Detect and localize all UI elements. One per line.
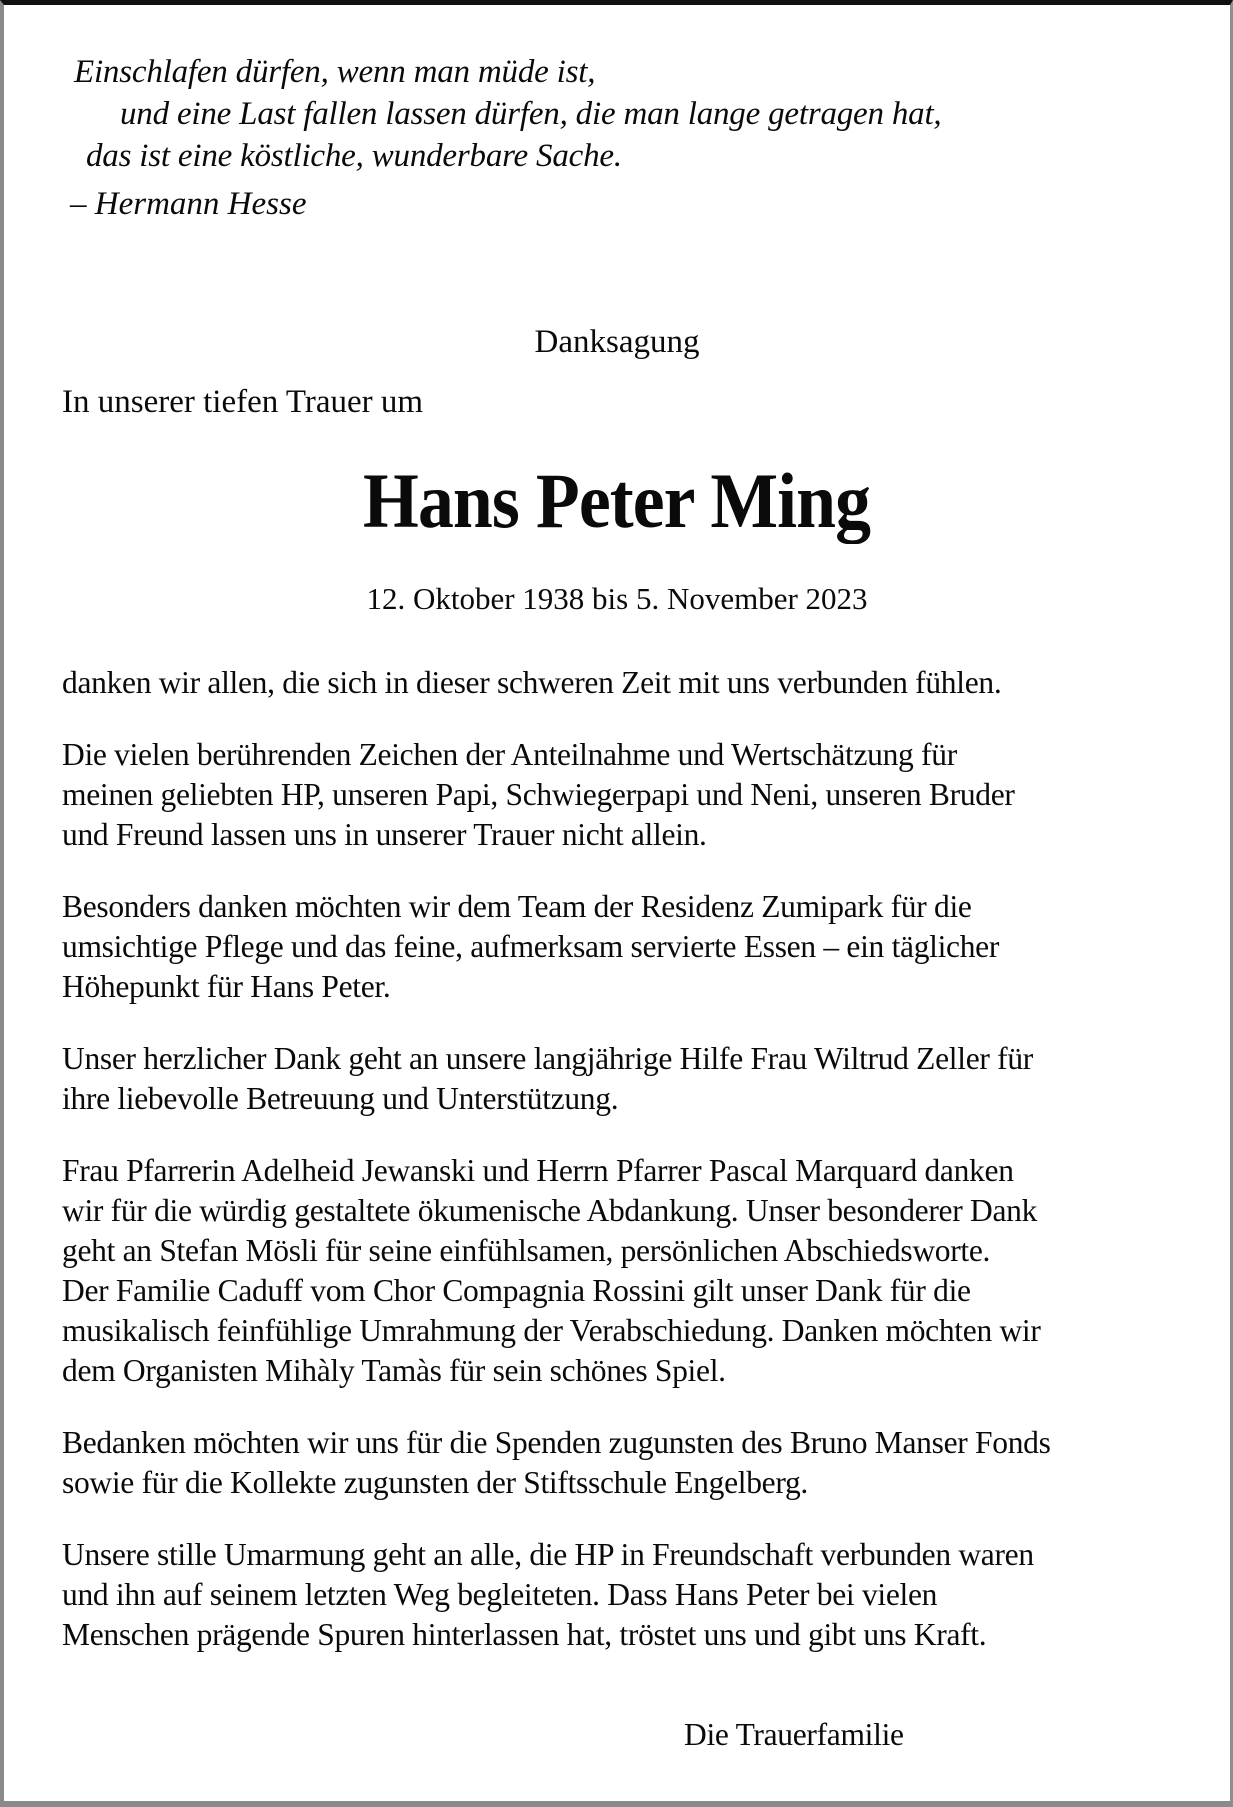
paragraph-line: und ihn auf seinem letzten Weg begleiteten. Dass Hans Peter bei vielen <box>62 1577 938 1612</box>
paragraph-line: umsichtige Pflege und das feine, aufmerksam servierte Essen – ein täglicher <box>62 929 1000 964</box>
paragraph-line: Unser herzlicher Dank geht an unsere langjährige Hilfe Frau Wiltrud Zeller für <box>62 1041 1033 1076</box>
paragraph <box>62 1535 1172 1655</box>
paragraph-line: Höhepunkt für Hans Peter. <box>62 969 391 1004</box>
paragraph-line: Besonders danken möchten wir dem Team der Residenz Zumipark für die <box>62 889 972 924</box>
signature-trauerfamilie: Die Trauerfamilie <box>684 1717 904 1752</box>
paragraph-line: Frau Pfarrerin Adelheid Jewanski und Herrn Pfarrer Pascal Marquard danken <box>62 1153 1014 1188</box>
quote-block <box>62 51 1172 177</box>
paragraph-line: Bedanken möchten wir uns für die Spenden zugunsten des Bruno Manser Fonds <box>62 1425 1051 1460</box>
paragraph-line: ihre liebevolle Betreuung und Unterstützung. <box>62 1081 619 1116</box>
danksagung-heading: Danksagung <box>534 324 700 360</box>
deceased-name-text: Hans Peter Ming <box>363 457 871 544</box>
paragraph-line: Menschen prägende Spuren hinterlassen hat, tröstet uns und gibt uns Kraft. <box>62 1617 987 1652</box>
paragraph <box>62 663 1172 703</box>
quote-attribution: – Hermann Hesse <box>70 186 307 222</box>
paragraph-line: Unsere stille Umarmung geht an alle, die HP in Freundschaft verbunden waren <box>62 1537 1034 1572</box>
paragraph-line: Die vielen berührenden Zeichen der Anteilnahme und Wertschätzung für <box>62 737 957 772</box>
paragraph-line: danken wir allen, die sich in dieser schweren Zeit mit uns verbunden fühlen. <box>62 665 1002 700</box>
deceased-name <box>62 457 1172 545</box>
paragraph-line: meinen geliebten HP, unseren Papi, Schwiegerpapi und Neni, unseren Bruder <box>62 777 1015 812</box>
paragraph-line: musikalisch feinfühlige Umrahmung der Verabschiedung. Danken möchten wir <box>62 1313 1041 1348</box>
quote-line: das ist eine köstliche, wunderbare Sache. <box>86 138 622 174</box>
paragraph-line: wir für die würdig gestaltete ökumenische Abdankung. Unser besonderer Dank <box>62 1193 1038 1228</box>
paragraph-line: Der Familie Caduff vom Chor Compagnia Rossini gilt unser Dank für die <box>62 1273 971 1308</box>
paragraph <box>62 1423 1172 1503</box>
intro-line: In unserer tiefen Trauer um <box>62 384 424 420</box>
body-text <box>62 663 1172 1655</box>
paragraph-line: geht an Stefan Mösli für seine einfühlsamen, persönlichen Abschiedsworte. <box>62 1233 991 1268</box>
quote-line: und eine Last fallen lassen dürfen, die man lange getragen hat, <box>120 96 942 132</box>
paragraph <box>62 735 1172 855</box>
paragraph-line: sowie für die Kollekte zugunsten der Stiftsschule Engelberg. <box>62 1465 808 1500</box>
paragraph <box>62 1151 1172 1391</box>
quote-line: Einschlafen dürfen, wenn man müde ist, <box>74 54 596 90</box>
paragraph-line: dem Organisten Mihàly Tamàs für sein schönes Spiel. <box>62 1353 726 1388</box>
life-dates: 12. Oktober 1938 bis 5. November 2023 <box>366 581 868 616</box>
paragraph <box>62 1039 1172 1119</box>
paragraph <box>62 887 1172 1007</box>
paragraph-line: und Freund lassen uns in unserer Trauer nicht allein. <box>62 817 707 852</box>
obituary-content <box>4 5 1230 1755</box>
